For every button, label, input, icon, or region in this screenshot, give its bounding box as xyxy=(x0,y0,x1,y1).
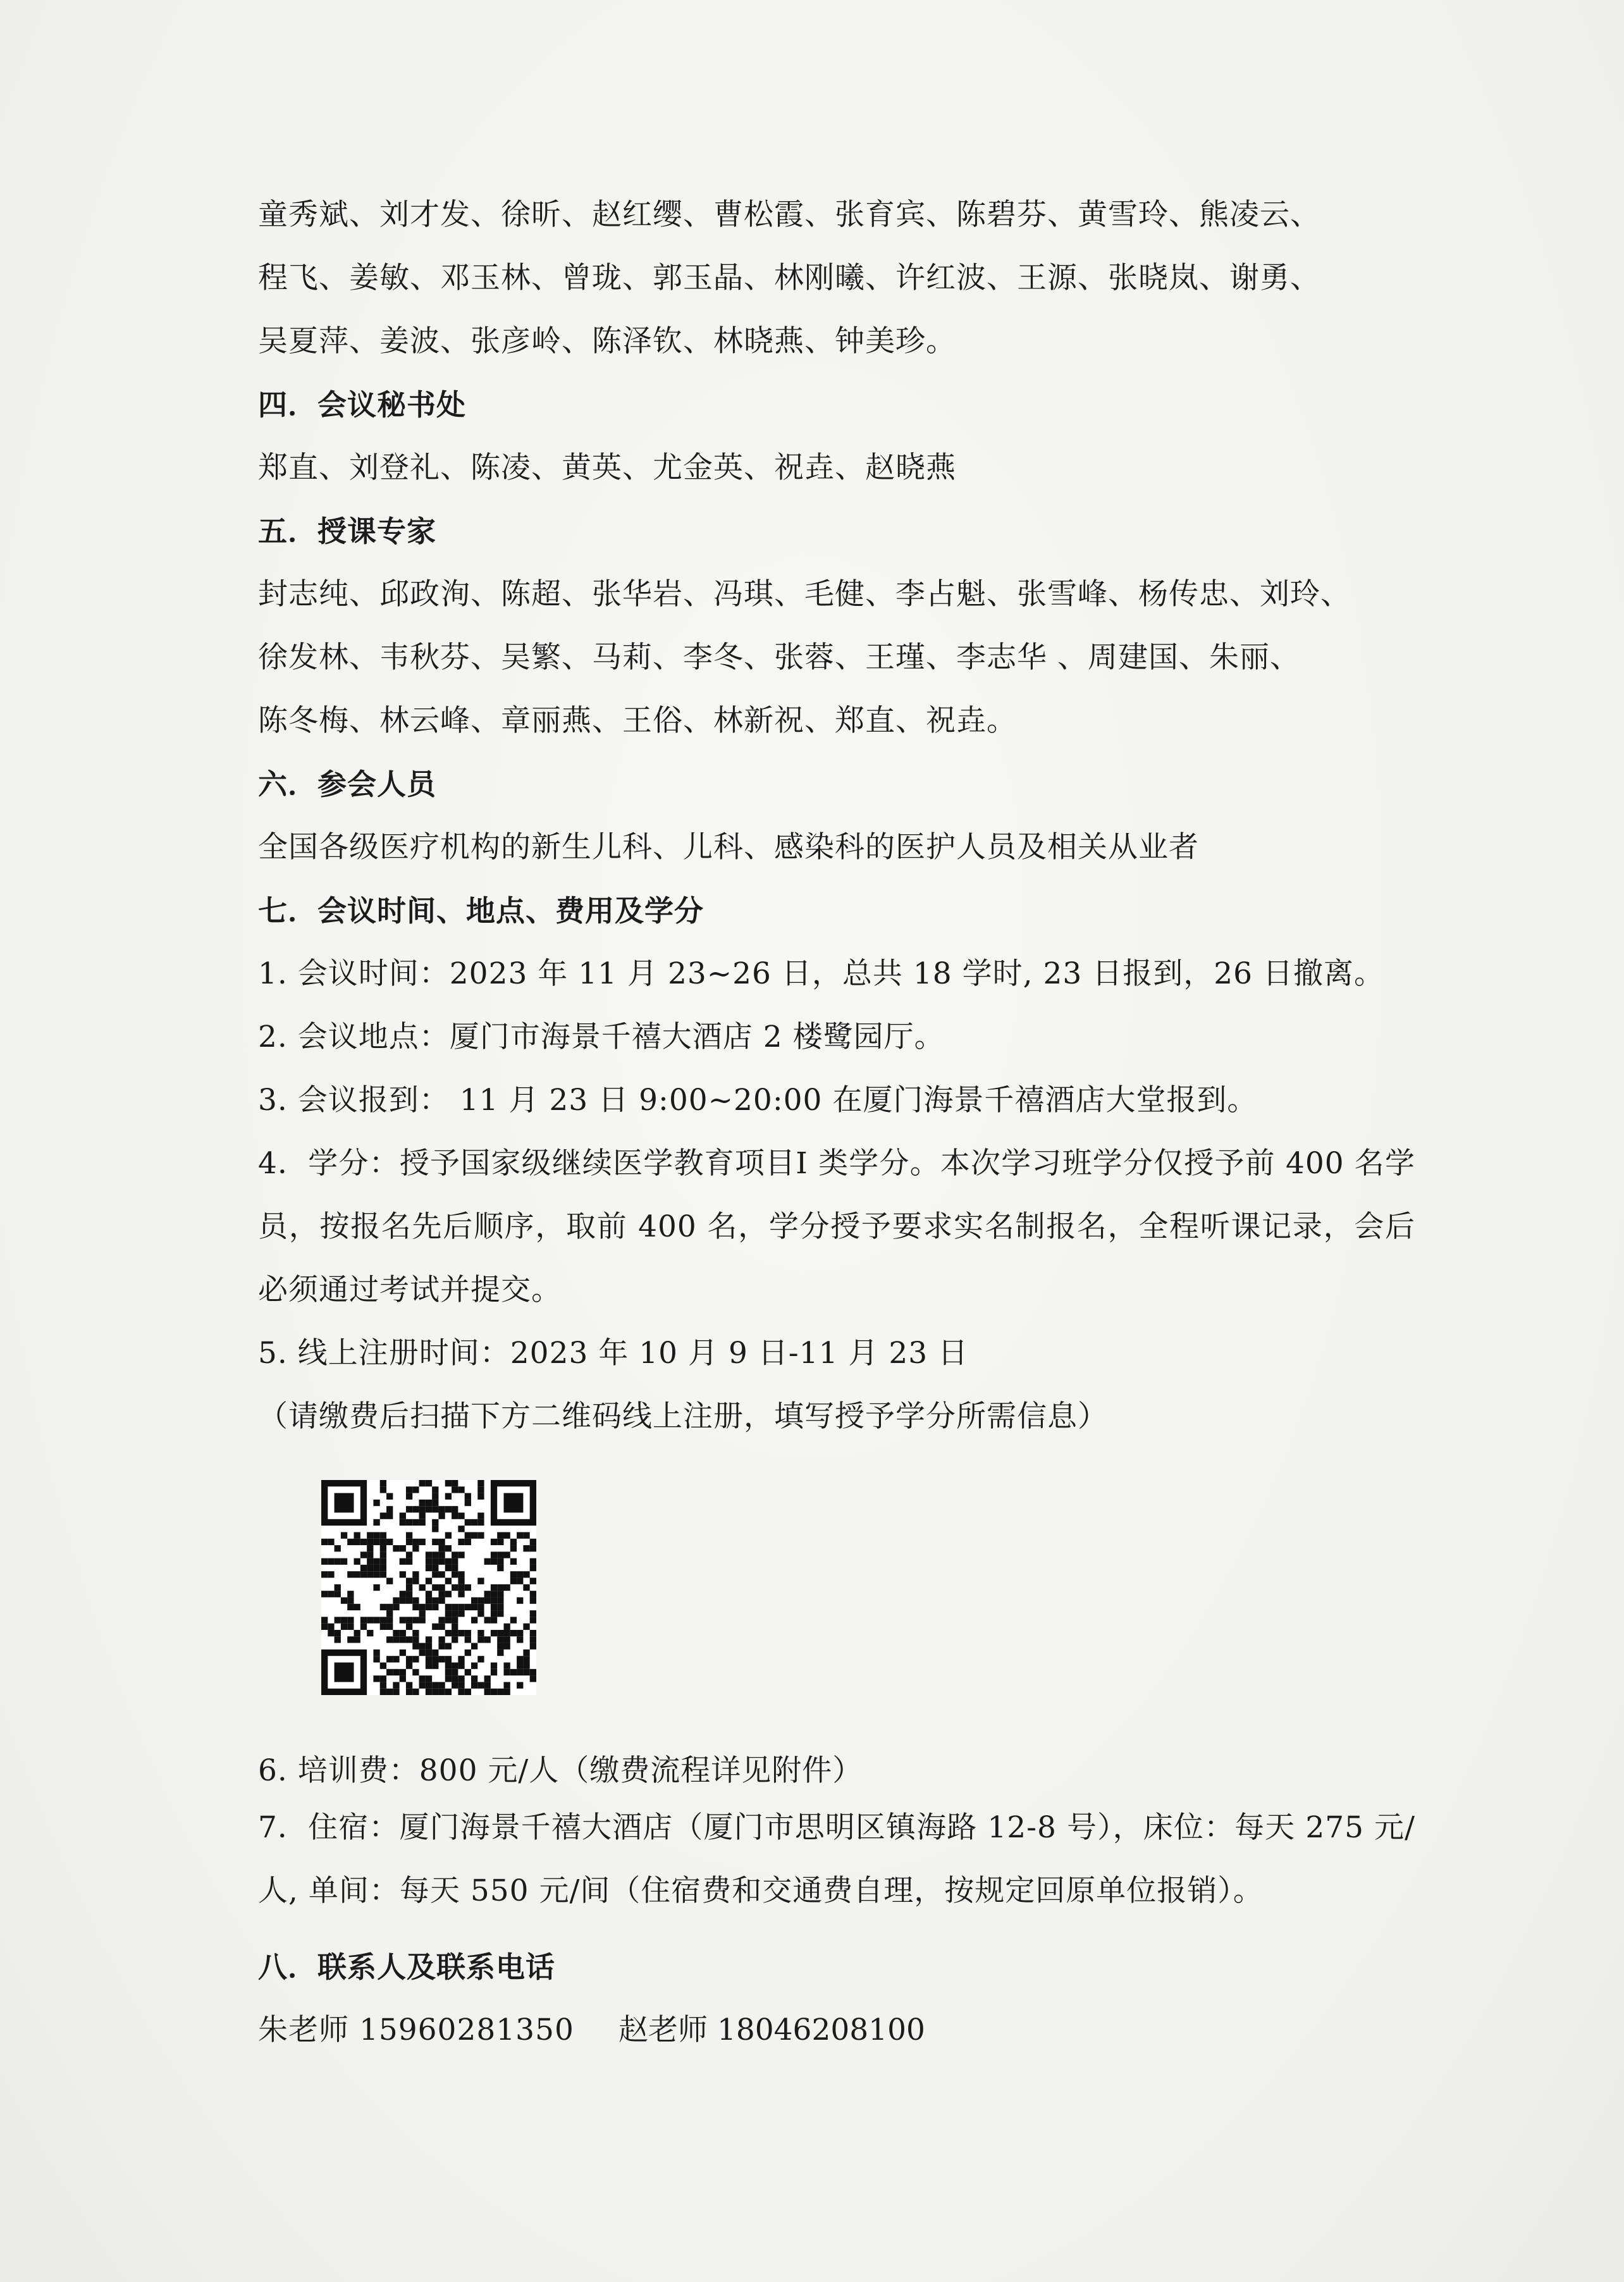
contact-person-2: 赵老师 18046208100 xyxy=(618,2013,925,2047)
attendees-heading: 六．参会人员 xyxy=(258,767,436,801)
meeting-venue: 2. 会议地点：厦门市海景千禧大酒店 2 楼鹭园厅。 xyxy=(258,1020,945,1054)
experts-line-3: 陈冬梅、林云峰、章丽燕、王俗、林新祝、郑直、祝垚。 xyxy=(258,703,1017,738)
committee-line-2: 程飞、姜敏、邓玉林、曾珑、郭玉晶、林刚曦、许红波、王源、张晓岚、谢勇、 xyxy=(258,261,1320,295)
secretariat-names: 郑直、刘登礼、陈凌、黄英、尤金英、祝垚、赵晓燕 xyxy=(258,450,956,485)
contact-heading: 八．联系人及联系电话 xyxy=(258,1950,555,1984)
training-fee: 6. 培训费：800 元/人（缴费流程详见附件） xyxy=(258,1753,863,1788)
meeting-credits: 4．学分：授予国家级继续医学教育项目Ⅰ 类学分。本次学习班学分仅授予前 400 名学员，按报名先后顺序，取前 400 名，学分授予要求实名制报名，全程听课记录，会后必须通过考试并提交。 xyxy=(258,1146,1415,1307)
meeting-heading: 七．会议时间、地点、费用及学分 xyxy=(258,894,704,928)
meeting-time: 1. 会议时间：2023 年 11 月 23~26 日，总共 18 学时, 23 日报到，26 日撤离。 xyxy=(258,956,1384,991)
meeting-registration: 3. 会议报到： 11 月 23 日 9:00~20:00 在厦门海景千禧酒店大堂报到。 xyxy=(258,1083,1258,1118)
experts-heading: 五．授课专家 xyxy=(258,514,436,548)
attendees-text: 全国各级医疗机构的新生儿科、儿科、感染科的医护人员及相关从业者 xyxy=(258,830,1199,865)
committee-line-1: 童秀斌、刘才发、徐昕、赵红缨、曹松霞、张育宾、陈碧芬、黄雪玲、熊凌云、 xyxy=(258,197,1320,232)
registration-note: （请缴费后扫描下方二维码线上注册，填写授予学分所需信息） xyxy=(258,1399,1108,1434)
secretariat-heading: 四．会议秘书处 xyxy=(258,388,466,422)
experts-line-1: 封志纯、邱政洵、陈超、张华岩、冯琪、毛健、李占魁、张雪峰、杨传忠、刘玲、 xyxy=(258,577,1351,612)
online-registration-time: 5. 线上注册时间：2023 年 10 月 9 日-11 月 23 日 xyxy=(258,1336,969,1371)
contact-person-1: 朱老师 15960281350 xyxy=(258,2013,574,2047)
experts-line-2: 徐发林、韦秋芬、吴繁、马莉、李冬、张蓉、王瑾、李志华 、周建国、朱丽、 xyxy=(258,640,1300,675)
committee-line-3: 吴夏萍、姜波、张彦岭、陈泽钦、林晓燕、钟美珍。 xyxy=(258,324,956,359)
accommodation: 7．住宿：厦门海景千禧大酒店（厦门市思明区镇海路 12-8 号），床位：每天 275 元/人, 单间：每天 550 元/间（住宿费和交通费自理，按规定回原单位报销）。 xyxy=(258,1810,1415,1908)
registration-qr-code-icon[interactable] xyxy=(321,1480,536,1695)
